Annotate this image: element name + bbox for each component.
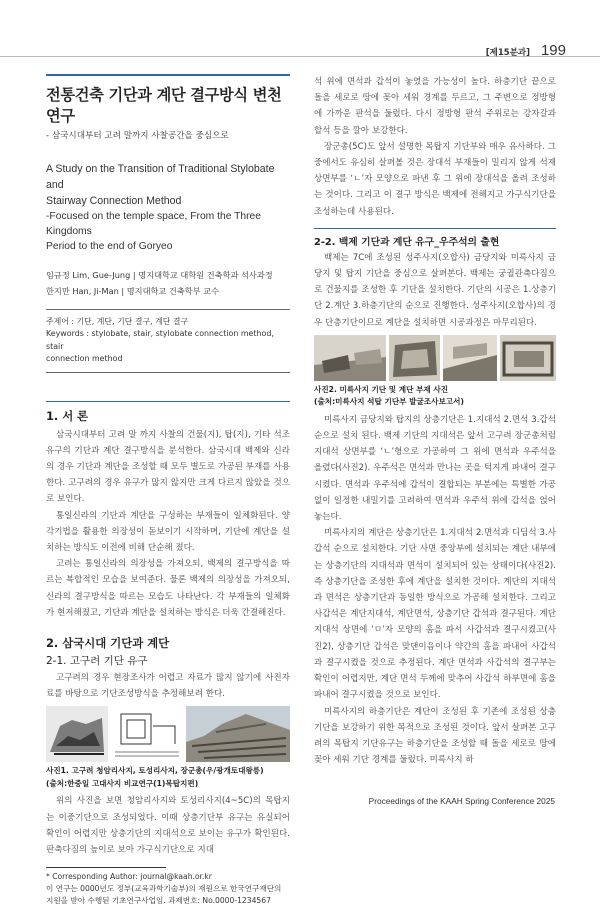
section-rule-2-2 xyxy=(314,228,556,229)
footnote-author: * Corresponding Author: journal@kaah.or.kr xyxy=(46,872,212,882)
keywords-en-line1: Keywords : stylobate, stair, stylobate connection method, stair xyxy=(46,329,274,351)
authors xyxy=(46,267,290,299)
figure-2-photo-3 xyxy=(443,335,497,381)
figure-1-photo-janggunchong xyxy=(186,706,290,762)
s1-paragraph-2: 통일신라의 기단과 계단을 구성하는 부재들이 일체화된다. 양각기법을 활용한 의장성이 돋보이기 시작하며, 기단에 계단을 설치하는 방식도 이전에 비해 단순해 졌다. xyxy=(46,510,290,553)
page-number: 199 xyxy=(540,42,566,59)
figure-1-caption xyxy=(46,765,290,790)
footnote-rule xyxy=(46,867,166,868)
paper-subtitle-kr: - 삼국시대부터 고려 말까지 사찰공간을 중심으로 xyxy=(46,130,229,141)
section-rule xyxy=(46,401,290,402)
section-1-heading: 1. 서 론 xyxy=(46,408,89,423)
s1-paragraph-3: 고려는 통일신라의 의장성을 가져오되, 백제의 결구방식을 따르는 복합적인 모습을 보여준다. 물론 백제의 의장성을 가져오되, 신라의 결구방식을 따르는 모습도 나타난다. 각 부재들의 일체화가 현저해졌고, 기단과 계단을 설치하는 방식은 더욱 간결해진다. xyxy=(46,559,290,618)
section-2-heading: 2. 삼국시대 기단과 계단 xyxy=(46,635,170,650)
figure-2-caption-line1: 사진2. 미륵사지 기단 및 계단 부재 사진 xyxy=(314,384,449,394)
keywords-en-line2: connection method xyxy=(46,354,123,363)
section-issue-label: [제15분과] xyxy=(485,48,530,58)
r-paragraph-4: 미륵사지 금당지와 탑지의 상층기단은 1.지대석 2.면석 3.갑석 순으로 설치 된다. 백제 기단의 지대석은 앞서 고구려 장군총처럼 지대석 상면부를 ‘ㄴ’형으로 가공하여 그 위에 면석과 우주석을 올렸다(사진2). 우주석은 면석과 만나는 곳을 턱지게 파내어 결구시켰다. 면석과 우주석에 갑석이 결합되는 부분에는 특별한 가공 없이 일정한 내밀기를 고려하여 면석과 우주석 위에 갑석을 얹어 놓는다. xyxy=(314,414,556,523)
figure-2-caption-line2: (출처:미륵사지 석탑 기단부 발굴조사보고서) xyxy=(314,397,464,407)
section-2-1-heading: 2-1. 고구려 기단 유구 xyxy=(46,654,148,667)
section-2-2-heading: 2-2. 백제 기단과 계단 유구_우주석의 출현 xyxy=(314,236,500,248)
paper-title-en-line1: A Study on the Transition of Traditional Stylobate and xyxy=(46,162,275,191)
figure-1-caption-line1: 사진1. 고구려 청암리사지, 토성리사지, 장군총(우/광개토대왕릉) xyxy=(46,766,264,776)
r-paragraph-6: 미륵사지의 하층기단은 계단이 조성된 후 기존에 조성된 상층기단을 보강하기 위한 목적으로 조성된 것이다. 앞서 살펴본 고구려의 목탑지 기단유구는 하층기단을 조성할 때 돌을 세로로 땅에 꽂아 세워 기단 경계를 둘렀다. 미륵사지 하 xyxy=(314,706,556,766)
s2-paragraph-2: 위의 사진을 보면 청암리사지와 토성리사지(4~5C)의 목탑지는 이중기단으로 조성되었다. 이때 상층기단부 유구는 유실되어 확인이 어렵지만 상층기단의 지대석으로 보이는 유구가 확인된다. 판축다짐의 높이로 보아 가구식기단으로 지대 xyxy=(46,796,290,855)
keywords-box xyxy=(46,309,290,373)
figure-1 xyxy=(46,706,290,762)
figure-1-photo-cheongamri xyxy=(46,706,108,762)
left-column xyxy=(46,74,290,907)
footnotes xyxy=(46,871,290,907)
title-rule xyxy=(46,74,290,76)
footer-proceedings: Proceedings of the KAAH Spring Conference 2025 xyxy=(368,796,555,806)
footnote-funding-line2: 지원을 받아 수행된 기초연구사업임. 과제번호: No.0000-1234567 xyxy=(46,896,271,906)
paper-subtitle-en-line1: -Focused on the temple space, From the Three Kingdoms xyxy=(46,210,262,237)
footnote-funding-line1: 이 연구는 0000년도 정부(교육과학기술부)의 재원으로 한국연구재단의 xyxy=(46,884,282,894)
paper-title-kr: 전통건축 기단과 계단 결구방식 변천 연구 xyxy=(46,85,282,125)
paper-subtitle-en-line2: Period to the end of Goryeo xyxy=(46,240,173,252)
s2-paragraph-1: 고구려의 경우 현장조사가 어렵고 자료가 많지 않기에 사진자료를 바탕으로 기단조성방식을 추정해보려 한다. xyxy=(46,672,290,700)
paper-title-en-line2: Stairway Connection Method xyxy=(46,194,182,207)
r-paragraph-1: 석 위에 면석과 갑석이 놓였을 가능성이 높다. 하층기단 끝으로 돌을 세로로 땅에 꽂아 세워 경계를 두르고, 그 주변으로 정방형에 가까운 판석을 둘렀다. 다시 정방형 판석 주위로는 강자갈과 할석 등을 깔아 보강한다. xyxy=(314,77,556,136)
r-paragraph-5: 미륵사지의 계단은 상층기단은 1.지대석 2.면석과 디딤석 3.사갑석 순으로 설치한다. 기단 사면 중앙부에 설치되는 계단 내부에는 상층기단의 지대석과 면석이 설치되어 있는 상태이다(사진2). 즉 상층기단을 조성한 후에 계단을 설치한 것이다. 계단의 지대석과 면석은 상층기단과 동일한 방식으로 가공해 설치한다. 그리고 사갑석은 계단지대석, 계단면석, 상층기단 갑석과 결구된다. 계단 지대석 상면에 ‘ㅁ’자 모양의 홈을 파서 사갑석과 결구시켰고(사진2), 상층기단 갑석은 맞댄이음이나 약간의 홈을 파내어 사갑석과 결구시켰을 것으로 추정된다. 계단 면석과 사갑석의 결구부는 확인이 어렵지만, 계단 면석 두께에 맞추어 사갑석 하부면에 홈을 파내어 결구시켰을 것으로 보인다. xyxy=(314,528,556,701)
author-2: 한지만 Han, Ji-Man | 명지대학교 건축학부 교수 xyxy=(46,285,219,296)
right-column xyxy=(314,74,556,768)
paper-subtitle-en xyxy=(46,209,290,254)
figure-1-plan-drawing xyxy=(111,706,183,762)
figure-2-caption xyxy=(314,384,556,409)
paper-title-en xyxy=(46,161,290,209)
keywords-kr: 주제어 : 기단, 계단, 기단 결구, 계단 결구 xyxy=(46,316,189,326)
figure-1-caption-line2: (출처:한중일 고대사지 비교연구(1)목탑지편) xyxy=(46,778,199,788)
figure-2-photo-4 xyxy=(500,335,556,381)
figure-2-photo-1 xyxy=(314,335,386,381)
author-1: 임규정 Lim, Gue-Jung | 명지대학교 대학원 건축학과 석사과정 xyxy=(46,269,273,280)
figure-2 xyxy=(314,335,556,381)
s1-paragraph-1: 삼국시대부터 고려 말 까지 사찰의 건물(지), 탑(지), 기타 석조유구의 기단과 계단 결구방식을 분석한다. 삼국시대 백제와 신라의 경우 기단과 계단을 조성할 때 모두 별도로 가공된 부재를 사용한다. 고구려의 경우 유구가 많지 않지만 크게 다르지 않았을 것으로 보인다. xyxy=(46,429,290,505)
figure-2-photo-2 xyxy=(389,335,441,381)
r-paragraph-3: 백제는 7C에 조성된 성주사지(오합사) 금당지와 미륵사지 금당지 및 탑지 기단을 중심으로 살펴본다. 백제는 궁궐관축다짐으로 건물지를 조성한 후 기단을 설치한다. 기단의 시공은 1.상층기단 2.계단 3.하층기단의 순으로 진행한다. 성주사지(오합사)의 경우 단층기단이므로 계단을 설치하면 시공과정은 마무리된다. xyxy=(314,252,556,328)
r-paragraph-2: 장군총(5C)도 앞서 설명한 목탑지 기단부와 매우 유사하다. 그 중에서도 유심히 살펴볼 것은 장대석 부재들이 밀리지 않게 석재 상면부를 ‘ㄴ’자 모양으로 파낸 후 그 위에 장대석을 올려 조성하는 것이다. 그리고 이 결구 방식은 백제에 전해지고 가구식기단을 조성하는데 사용된다. xyxy=(314,141,556,217)
